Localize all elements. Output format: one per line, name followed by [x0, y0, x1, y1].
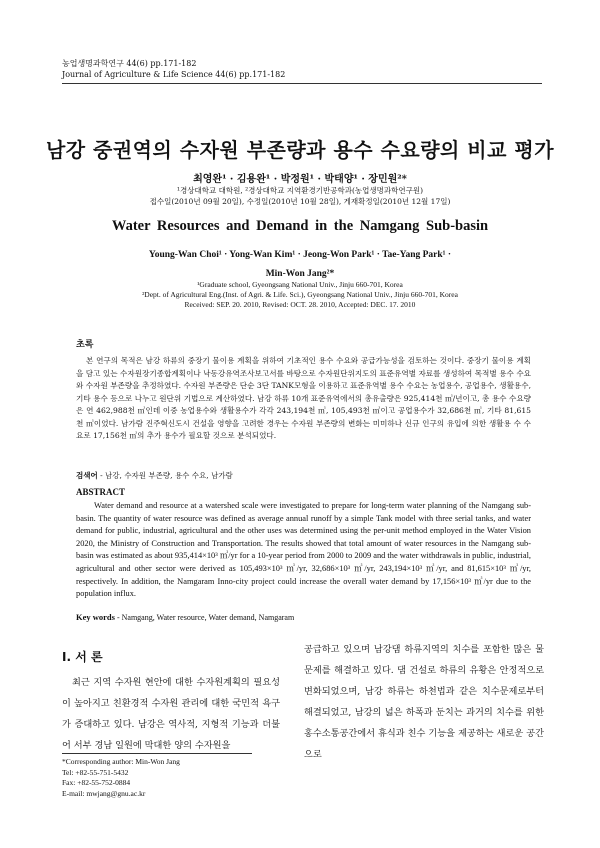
title-korean: 남강 중권역의 수자원 부존량과 용수 수요량의 비교 평가 [45, 138, 555, 162]
affiliations-english [0, 280, 600, 310]
dates-line: 접수일(2010년 09월 20일), 수정일(2010년 10월 28일), 게재확정일(2010년 12월 17일) [149, 197, 451, 206]
footnote-author: *Corresponding author: Min-Won Jang [62, 757, 180, 766]
intro-left-column: 최근 지역 수자원 현안에 대한 수자원계획의 필요성이 높아지고 친환경적 수자원 관리에 대한 국민적 욕구가 증대하고 있다. 남강은 역사적, 지형적 기능과 더불어 서부 경남 일원에 막대한 양의 수자원을 [62, 677, 280, 751]
affiliation-line: ¹경상대학교 대학원, ²경상대학교 지역환경기반공학과(농업생명과학연구원) [177, 186, 423, 195]
footnote [62, 757, 180, 799]
authors-korean: 최영완¹ · 김용완¹ · 박정원¹ · 박태양¹ · 장민원²* [193, 174, 407, 185]
footnote-fax: Fax: +82-55-752-0884 [62, 778, 131, 788]
journal-name-en: Journal of Agriculture & Life Science 44(6) pp.171-182 [62, 70, 286, 79]
intro-heading: Ⅰ. 서 론 [62, 650, 103, 664]
header-rule [62, 83, 542, 84]
footnote-tel: Tel: +82-55-751-5432 [62, 767, 129, 777]
dates-en-line: Received: SEP. 20. 2010, Revised: OCT. 28. 2010, Accepted: DEC. 17. 2010 [184, 300, 416, 309]
footnote-email: E-mail: mwjang@gnu.ac.kr [62, 788, 146, 798]
abstract-ko-heading: 초록 [76, 340, 94, 350]
keywords-en-label: Key words [76, 612, 115, 622]
affiliation-en-line-2: ²Dept. of Agricultural Eng.(Inst. of Agri. & Life. Sci.), Gyeongsang National Univ., Jinju 660-701, Korea [142, 290, 458, 299]
keywords-en [76, 612, 294, 622]
authors-english [0, 246, 600, 284]
intro-right-column: 공급하고 있으며 남강댐 하류지역의 치수를 포함한 많은 물 문제를 해결하고 있다. 댐 건설로 하류의 유황은 안정적으로 변화되었으며, 남강 하류는 하천법과 같은 치수문제로부터 해결되었고, 남강의 넓은 하폭과 둔치는 과거의 치수를 위한 홍수소통공간에서 휴식과 친수 기능을 제공하는 새로운 공간으로 [304, 644, 544, 760]
abstract-ko-text: 본 연구의 목적은 남강 하류의 중장기 물이용 계획을 위하여 기초적인 용수 수요와 공급가능성을 검토하는 것이다. 중장기 물이용 계획을 담고 있는 수자원장기종합계획이나 낙동강유역조사보고서를 바탕으로 수자원단위지도의 표준유역별 자료를 생성하여 목적별 용수 수요와 수자원 부존량을 추정하였다. 수자원 부존량은 단순 3단 TANK모형을 이용하고 표준유역별 용수 수요는 농업용수, 공업용수, 생활용수, 기타 용수 등으로 나누고 원단위 기법으로 계산하였다. 남강 하류 10개 표준유역에서의 총유출량은 925,414천 ㎥/년이고, 총 용수 수요량은 연 462,988천 ㎥인데 이중 농업용수와 생활용수가 각각 243,194천 ㎥, 105,493천 ㎥이고 공업용수가 32,686천 ㎥, 기타 81,615천 ㎥이었다. 남가람 진주혁신도시 건설을 영향을 고려한 경우는 수자원 부존량의 변화는 미미하나 신규 인구의 유입에 의한 생활용 수 수요로 17,156천 ㎥의 추가 용수가 필요할 것으로 분석되었다. [76, 356, 531, 440]
keywords-ko-list: - 남강, 수자원 부존량, 용수 수요, 남가람 [100, 471, 233, 480]
abstract-en-heading: ABSTRACT [76, 487, 126, 497]
affiliation-en-line-1: ¹Graduate school, Gyeongsang National Univ., Jinju 660-701, Korea [197, 280, 403, 289]
footnote-rule [62, 753, 252, 754]
keywords-ko [76, 470, 233, 481]
journal-name-ko: 농업생명과학연구 44(6) pp.171-182 [62, 59, 197, 68]
affiliations-korean [0, 185, 600, 207]
abstract-ko-body [76, 355, 531, 443]
title-english: Water Resources and Demand in the Namgang Sub-basin [111, 218, 489, 234]
authors-line-2: Min-Won Jang²* [265, 269, 335, 279]
keywords-ko-label: 검색어 [76, 471, 98, 480]
abstract-en-body [76, 500, 531, 601]
abstract-en-text: Water demand and resource at a watershed scale were investigated to prepare for long-term water planning of the Namgang sub-basin. The quantity of water resource was defined as average annual runoff by a simple Tank model with three serial tanks, and water demand for public, industrial, agricultural and the other uses was determined using the per-unit method employed in the Water Vision 2020, the Ministry of Construction and Transportation. The results showed that total amount of water resources in the Namgang sub-basin was estimated as about 935,414×10³ ㎥/yr for a 10-year period from 2000 to 2009 and the water withdrawals in public, industrial, agricultural and other sector were derived as 105,493×10³ ㎥/yr, 32,686×10³ ㎥/yr, 243,194×10³ ㎥/yr, and 81,615×10³ ㎥/yr, respectively. In addition, the Namgaram Inno-city project could increase the overall water demand by 17,156×10³ ㎥/yr due to the population influx. [76, 501, 531, 599]
authors-line-1: Young-Wan Choi¹ · Yong-Wan Kim¹ · Jeong-Won Park¹ · Tae-Yang Park¹ · [148, 250, 452, 260]
keywords-en-list: - Namgang, Water resource, Water demand, Namgaram [116, 613, 295, 622]
